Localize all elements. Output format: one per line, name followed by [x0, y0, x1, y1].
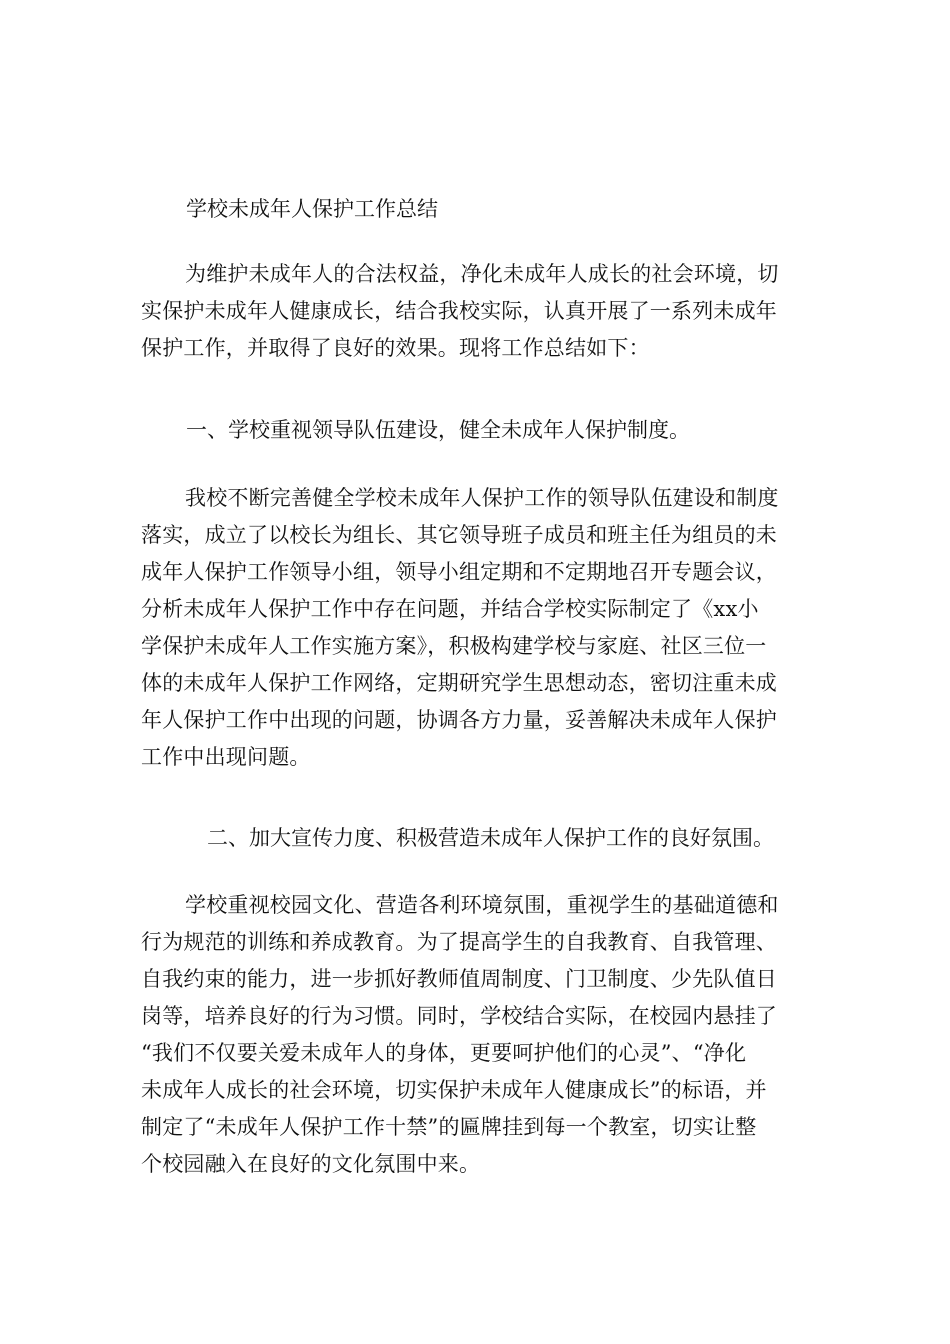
paragraph-line: 体的未成年人保护工作网络，定期研究学生思想动态，密切注重未成 — [141, 671, 777, 695]
paragraph-line: 年人保护工作中出现的问题，协调各方力量，妥善解决未成年人保护 — [141, 708, 777, 732]
paragraph-line: 未成年人成长的社会环境，切实保护未成年人健康成长”的标语，并 — [141, 1078, 767, 1102]
section-2-paragraph — [141, 887, 811, 1183]
paragraph-line: 为维护未成年人的合法权益，净化未成年人成长的社会环境，切 — [185, 262, 779, 286]
paragraph-line: 自我约束的能力，进一步抓好教师值周制度、门卫制度、少先队值日 — [141, 967, 777, 991]
section-1-paragraph — [141, 480, 811, 776]
paragraph-line: 我校不断完善健全学校未成年人保护工作的领导队伍建设和制度 — [185, 486, 779, 510]
section-heading-1: 一、学校重视领导队伍建设，健全未成年人保护制度。 — [186, 418, 690, 442]
paragraph-line: 制定了“未成年人保护工作十禁”的匾牌挂到每一个教室，切实让整 — [141, 1115, 757, 1139]
paragraph-line: 保护工作，并取得了良好的效果。现将工作总结如下： — [141, 336, 650, 360]
paragraph-line: 实保护未成年人健康成长，结合我校实际，认真开展了一系列未成年 — [141, 299, 777, 323]
paragraph-line: 学保护未成年人工作实施方案》，积极构建学校与家庭、社区三位一 — [141, 634, 767, 658]
paragraph-line: 个校园融入在良好的文化氛围中来。 — [141, 1152, 481, 1176]
paragraph-line: 成年人保护工作领导小组，领导小组定期和不定期地召开专题会议， — [141, 560, 777, 584]
paragraph-line: “我们不仅要关爱未成年人的身体，更要呵护他们的心灵”、“净化 — [141, 1041, 747, 1065]
paragraph-line: 学校重视校园文化、营造各利环境氛围，重视学生的基础道德和 — [185, 893, 779, 917]
section-heading-2: 二、加大宣传力度、积极营造未成年人保护工作的良好氛围。 — [207, 826, 774, 850]
intro-paragraph — [141, 256, 811, 367]
paragraph-line: 落实，成立了以校长为组长、其它领导班子成员和班主任为组员的未 — [141, 523, 777, 547]
paragraph-line: 工作中出现问题。 — [141, 745, 311, 769]
paragraph-line: 岗等，培养良好的行为习惯。同时，学校结合实际，在校园内悬挂了 — [141, 1004, 777, 1028]
document-title: 学校未成年人保护工作总结 — [186, 197, 438, 221]
paragraph-line: 分析未成年人保护工作中存在问题，并结合学校实际制定了《xx小 — [141, 597, 759, 621]
paragraph-line: 行为规范的训练和养成教育。为了提高学生的自我教育、自我管理、 — [141, 930, 777, 954]
